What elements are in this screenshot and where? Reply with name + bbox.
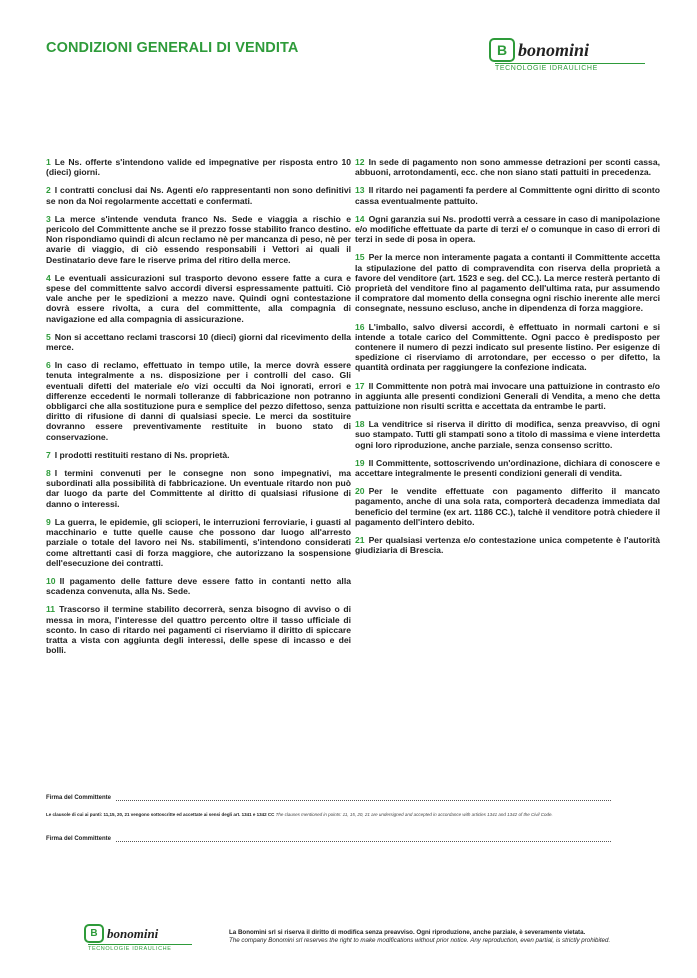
clause-text: Per la merce non interamente pagata a contanti il Committente accetta la stipulazione del patto di compravendita con riserva della proprietà a favore del venditore (art. 1523 e seg. del CC.). La merce resterà pertanto di proprietà del venditore fino al pagamento dell'ultima rata, pur assumendo il compratore dal momento della consegna ogni rischio inerente alle merci consegnate, nessuno escluso, anche in dipendenza di forza maggiore. xyxy=(355,252,660,314)
clause-number: 16 xyxy=(355,321,365,332)
clause-19 xyxy=(355,458,660,478)
signature-dotted-line xyxy=(116,834,611,842)
clause-8 xyxy=(46,468,351,509)
clause-2 xyxy=(46,185,351,205)
clause-text: Il Committente, sottoscrivendo un'ordinazione, dichiara di conoscere e accettare integralmente le presenti condizioni generali di vendita. xyxy=(355,457,660,479)
clauses-left-column xyxy=(46,157,351,663)
clause-text: Trascorso il termine stabilito decorrerà, senza bisogno di avviso o di messa in mora, l'interesse del quattro percento oltre il tasso ufficiale di sconto. In caso di ritardo nei pagamenti ci riserviamo il diritto di spiccare tratta a vista con aggiunta degli interessi, delle spese di incasso e dei bolli. xyxy=(46,604,351,656)
clause-20 xyxy=(355,486,660,527)
clause-number: 1 xyxy=(46,157,51,167)
footer-line-english: The company Bonomini srl reserves the right to make modifications without prior notice. Any reproduction, even partial, is strictly prohibited. xyxy=(229,937,611,944)
footer-disclaimer xyxy=(229,929,669,945)
clause-number: 20 xyxy=(355,486,365,497)
clause-text: Non si accettano reclami trascorsi 10 (dieci) giorni dal ricevimento della merce. xyxy=(46,331,351,353)
clauses-acceptance-note xyxy=(46,812,686,817)
clause-text: I prodotti restituiti restano di Ns. proprietà. xyxy=(54,449,230,460)
clause-text: Le Ns. offerte s'intendono valide ed impegnative per risposta entro 10 (dieci) giorni. xyxy=(46,157,351,178)
clause-12 xyxy=(355,157,660,177)
signature-label: Firma del Committente xyxy=(46,836,112,842)
clause-text: Il Committente non potrà mai invocare una pattuizione in contrasto e/o in aggiunta alle presenti condizioni Generali di Vendita, a meno che detta pattuizione non risulti scritta e accettata da entrambe le parti. xyxy=(355,380,660,412)
clause-9 xyxy=(46,517,351,568)
clause-text: Il pagamento delle fatture deve essere fatto in contanti netto alla scadenza convenuta, alla Ns. Sede. xyxy=(46,575,351,597)
note-english: The clauses mentioned in points: 11, 15, 20, 21 are undersigned and accepted in accordance with articles 1341 and 1342 of the Civil Code. xyxy=(275,812,553,817)
logo-mark-icon: B xyxy=(489,38,515,62)
clause-text: L'imballo, salvo diversi accordi, è effettuato in normali cartoni e si intende a totale carico del Committente. Ogni pacco è predisposto per contenere il numero di pezzi indicato sul presente listino. Per esigenze di spedizione ci riserviamo di arrotondare, per eccesso o per difetto, la quantità ordinata per raggiungere la confezione indicata. xyxy=(355,321,660,373)
clause-text: I contratti conclusi dai Ns. Agenti e/o rappresentanti non sono definitivi se non da Noi regolarmente accettati e confermati. xyxy=(46,185,351,206)
clauses-right-column xyxy=(355,157,660,564)
clause-number: 14 xyxy=(355,213,365,224)
clause-text: In caso di reclamo, effettuato in tempo utile, la merce dovrà essere tenuta integralmente a ns. disposizione per i controlli del caso. Gli eventuali difetti del materiale e/o vizi occulti da Noi ignorati, errori e differenze eccedenti le normali tolleranze di fabbricazione non potranno obbligarci che alla sostituzione pura e semplice del pezzo difettoso, senza diritto di rifusione di danni di qualsiasi specie. Le merci da sostituire dovranno essere preventivamente restituite in buono stato di conservazione. xyxy=(46,360,351,442)
clause-number: 2 xyxy=(46,185,51,196)
clause-text: La venditrice si riserva il diritto di modifica, senza preavviso, di ogni suo stampato. Tutti gli stampati sono a titolo di massima e viene interdetta ogni loro riproduzione, anche parziale, senza consenso scritto. xyxy=(355,419,660,450)
clause-number: 21 xyxy=(355,535,365,546)
clause-number: 13 xyxy=(355,185,365,196)
clause-text: Per qualsiasi vertenza e/o contestazione unica competente è l'autorità giudiziaria di Brescia. xyxy=(355,535,660,556)
clause-4 xyxy=(46,273,351,324)
clause-number: 4 xyxy=(46,272,51,283)
bonomini-logo-footer xyxy=(84,924,204,958)
clause-number: 18 xyxy=(355,419,365,430)
clause-number: 6 xyxy=(46,360,51,371)
clause-3 xyxy=(46,214,351,265)
clause-text: Il ritardo nei pagamenti fa perdere al Committente ogni diritto di sconto cassa eventualmente pattuito. xyxy=(355,185,660,206)
signature-dotted-line xyxy=(116,793,611,801)
clause-number: 17 xyxy=(355,380,365,391)
clause-15 xyxy=(355,252,660,313)
logo-name: bonomini xyxy=(518,39,590,60)
clause-number: 11 xyxy=(46,604,56,615)
page-title: CONDIZIONI GENERALI DI VENDITA xyxy=(46,40,299,56)
clause-5 xyxy=(46,332,351,352)
signature-label: Firma del Committente xyxy=(46,795,112,801)
clause-18 xyxy=(355,419,660,450)
clause-number: 9 xyxy=(46,516,51,527)
clause-text: Per le vendite effettuate con pagamento differito il mancato pagamento, anche di una sola rata, comporterà decadenza immediata dal beneficio del termine (ex art. 1186 CC.), talchè il venditore potrà chiedere il pagamento dell'intero debito. xyxy=(355,486,660,527)
clause-16 xyxy=(355,322,660,373)
signature-line-2 xyxy=(46,834,611,842)
clause-number: 10 xyxy=(46,575,56,586)
clause-1 xyxy=(46,157,351,177)
clause-number: 5 xyxy=(46,331,51,342)
clause-21 xyxy=(355,535,660,555)
clause-13 xyxy=(355,185,660,205)
clause-number: 19 xyxy=(355,457,365,468)
note-italian: Le clausole di cui ai punti: 11,15, 20, 21 vengono sottoscritte ed accettate ai sensi degli art. 1341 e 1342 CC xyxy=(46,812,275,817)
footer-line-italian: La Bonomini srl si riserva il diritto di modifica senza preavviso. Ogni riproduzione, anche parziale, è severamente vietata. xyxy=(229,929,586,936)
clause-text: Le eventuali assicurazioni sul trasporto devono essere fatte a cura e spese del committente salvo accordi diversi espressamente pattuiti. Ciò vale anche per le spedizioni a mezzo nave. Quindi ogni contestazione dovrà essere rivolta, a cura del committente, alla compagnia di navigazione ed alla compagnia di assicurazione. xyxy=(46,272,351,324)
logo-name: bonomini xyxy=(107,925,159,941)
clause-text: In sede di pagamento non sono ammesse detrazioni per sconti cassa, abbuoni, arrotondamenti, ecc. che non siano stati pattuiti in precedenza. xyxy=(355,157,660,178)
logo-tagline: TECNOLOGIE IDRAULICHE xyxy=(88,944,192,952)
clause-text: Ogni garanzia sui Ns. prodotti verrà a cessare in caso di manipolazione e/o modifiche effettuate da parte di terzi e/ o comunque in caso di errori di terzi in sede di posa in opera. xyxy=(355,213,660,245)
clause-number: 3 xyxy=(46,213,51,224)
clause-11 xyxy=(46,604,351,655)
clause-17 xyxy=(355,381,660,412)
clause-text: I termini convenuti per le consegne non sono impegnativi, ma subordinati alla possibilità di fabbricazione. Un eventuale ritardo non può dar luogo da parte del Committente al diritto di qualsiasi rifusione di danno o interessi. xyxy=(46,468,351,509)
logo-tagline: TECNOLOGIE IDRAULICHE xyxy=(495,63,645,72)
clause-14 xyxy=(355,214,660,245)
clause-text: La merce s'intende venduta franco Ns. Sede e viaggia a rischio e pericolo del Committente anche se il prezzo fosse stabilito franco destino. Non rispondiamo quindi di alcun reclamo nè per mancanza di peso, nè per avarie di viaggio, di ciò essendo responsabili i Vettori ai quali il Destinatario deve fare le riserve prima del ritiro della merce. xyxy=(46,213,351,265)
clause-number: 7 xyxy=(46,449,51,460)
clause-number: 15 xyxy=(355,252,365,263)
clause-6 xyxy=(46,360,351,442)
logo-mark-icon: B xyxy=(84,924,104,943)
clause-text: La guerra, le epidemie, gli scioperi, le interruzioni ferroviarie, i guasti al macchinario e tutte quelle cause che possono dar luogo all'arresto parziale o totale del lavoro nei Ns. stabilimenti, s'intendono considerati come altrettanti casi di forza maggiore, che autorizzano la sospensione dell'esecuzione dei contratti. xyxy=(46,516,351,568)
clause-7 xyxy=(46,450,351,460)
clause-number: 12 xyxy=(355,157,365,167)
clause-number: 8 xyxy=(46,468,51,479)
clause-10 xyxy=(46,576,351,596)
bonomini-logo xyxy=(489,38,659,84)
signature-line-1 xyxy=(46,793,611,801)
